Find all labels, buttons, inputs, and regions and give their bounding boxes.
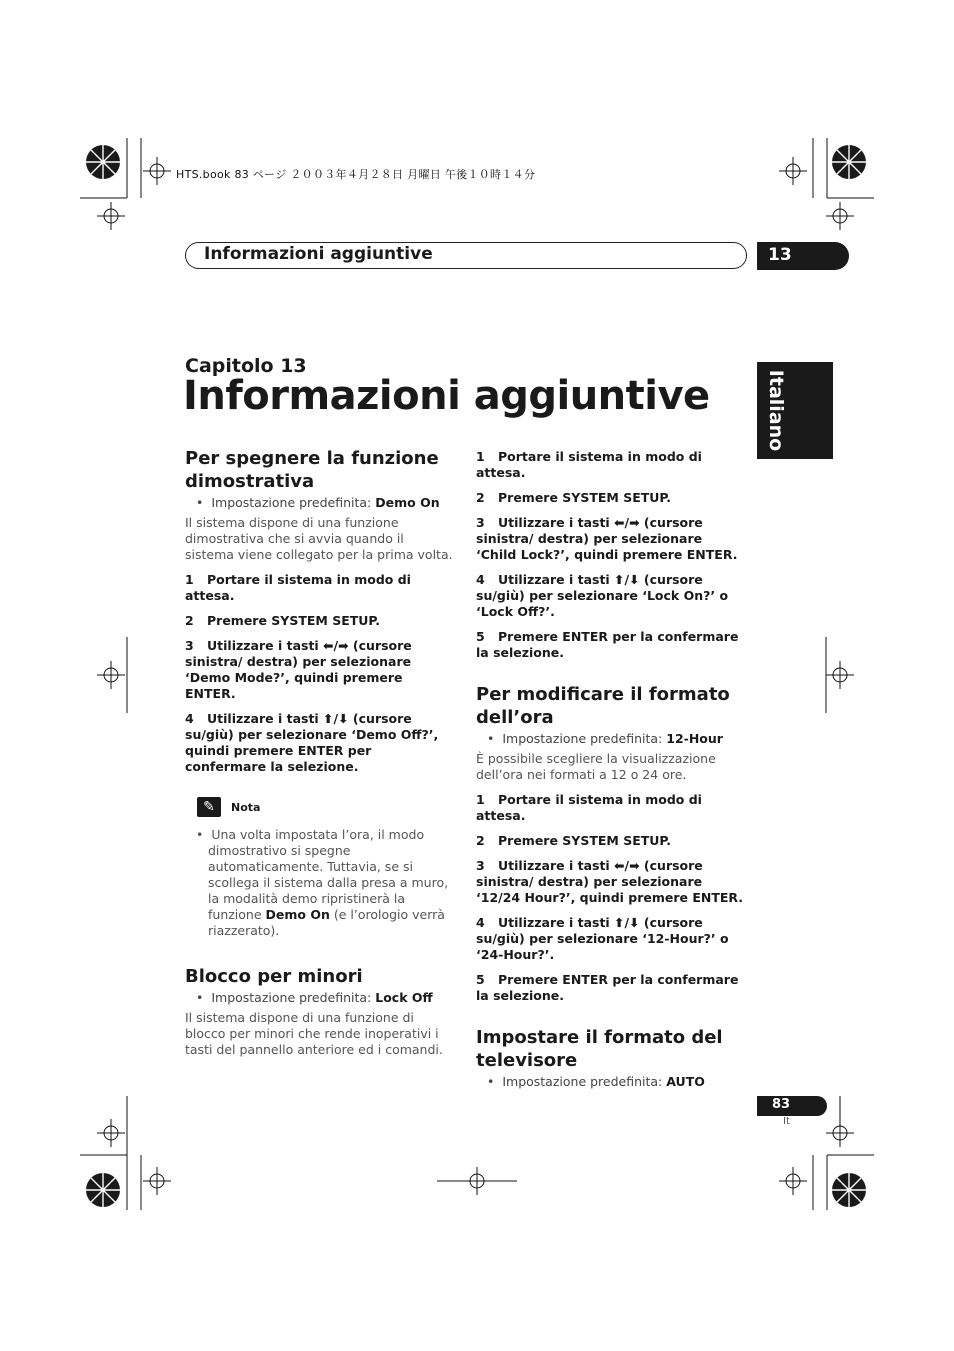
- heading-line: Per modificare il formato: [476, 684, 730, 705]
- page-title: Informazioni aggiuntive: [183, 373, 710, 419]
- default-prefix: Impostazione predefinita:: [502, 1074, 667, 1089]
- page-number-badge: [757, 1096, 827, 1116]
- step-item: [185, 572, 455, 604]
- heading-line: televisore: [476, 1050, 578, 1071]
- step-text: Portare il sistema in modo di attesa.: [185, 572, 411, 603]
- heading-line: dimostrativa: [185, 471, 315, 492]
- note-header: [197, 797, 455, 817]
- default-setting: • Impostazione predefinita: Lock Off: [196, 990, 433, 1005]
- note-text-part: Una volta impostata l’ora, il modo dimostrativo si spegne automaticamente. Tuttavia, se si scollega il sistema dalla presa a muro, la modalità demo ripristinerà la funzione: [208, 827, 449, 922]
- language-tab-label: Italiano: [765, 369, 787, 452]
- heading-line: Impostare il formato del: [476, 1027, 723, 1048]
- step-item: [476, 572, 746, 620]
- step-number: 3: [476, 858, 485, 873]
- step-number: 5: [476, 629, 485, 644]
- default-setting: • Impostazione predefinita: 12-Hour: [487, 731, 723, 746]
- step-item: [476, 972, 746, 1004]
- step-item: [476, 833, 746, 849]
- language-tab: [757, 362, 833, 459]
- print-info-line: HTS.book 83 ページ ２００３年４月２８日 月曜日 午後１０時１４分: [176, 168, 536, 181]
- step-text: Utilizzare i tasti ⬅/➡ (cursore sinistra/ destra) per selezionare ‘12/24 Hour?’, quindi premere ENTER.: [476, 858, 744, 905]
- default-prefix: Impostazione predefinita:: [211, 495, 376, 510]
- section-heading-child-lock: Blocco per minori: [185, 966, 363, 987]
- left-column: [185, 447, 455, 1058]
- step-number: 4: [476, 915, 485, 930]
- section-heading-tv-format: [476, 1026, 746, 1072]
- step-text: Premere ENTER per la confermare la selezione.: [476, 972, 739, 1003]
- step-text: Utilizzare i tasti ⬅/➡ (cursore sinistra/ destra) per selezionare ‘Child Lock?’, quindi premere ENTER.: [476, 515, 738, 562]
- step-item: [185, 638, 455, 702]
- note-text-part: (e l’orologio verrà riazzerato).: [208, 907, 445, 938]
- header-title: Informazioni aggiuntive: [204, 244, 433, 264]
- step-item: [476, 792, 746, 824]
- default-value: Demo On: [375, 495, 440, 510]
- step-text: Premere ENTER per la confermare la selezione.: [476, 629, 739, 660]
- step-item: [476, 490, 746, 506]
- section-heading-clock-format: [476, 683, 746, 729]
- default-setting: • Impostazione predefinita: AUTO: [487, 1074, 705, 1089]
- step-text: Premere SYSTEM SETUP.: [498, 833, 672, 848]
- note-label: Nota: [231, 800, 261, 814]
- step-text: Premere SYSTEM SETUP.: [498, 490, 672, 505]
- default-prefix: Impostazione predefinita:: [211, 990, 376, 1005]
- heading-line: dell’ora: [476, 707, 554, 728]
- step-text: Premere SYSTEM SETUP.: [207, 613, 381, 628]
- intro-text: Il sistema dispone di una funzione dimostrativa che si avvia quando il sistema viene collegato per la prima volta.: [185, 515, 453, 562]
- note-text-bold: Demo On: [265, 907, 330, 922]
- step-number: 3: [185, 638, 194, 653]
- intro-text: Il sistema dispone di una funzione di blocco per minori che rende inoperativi i tasti del pannello anteriore ed i comandi.: [185, 1010, 443, 1057]
- step-item: [476, 515, 746, 563]
- step-text: Utilizzare i tasti ⬆/⬇ (cursore su/giù) per selezionare ‘12-Hour?’ o ‘24-Hour?’.: [476, 915, 729, 962]
- section-heading-demo: [185, 447, 455, 493]
- step-text: Portare il sistema in modo di attesa.: [476, 449, 702, 480]
- heading-line: Per spegnere la funzione: [185, 448, 439, 469]
- step-number: 4: [476, 572, 485, 587]
- chapter-number: 13: [768, 245, 792, 265]
- step-text: Portare il sistema in modo di attesa.: [476, 792, 702, 823]
- step-number: 2: [476, 490, 485, 505]
- step-number: 5: [476, 972, 485, 987]
- default-value: AUTO: [666, 1074, 705, 1089]
- step-item: [476, 858, 746, 906]
- note-text: • Una volta impostata l’ora, il modo dimostrativo si spegne automaticamente. Tuttavia, se si scollega il sistema dalla presa a muro, la modalità demo ripristinerà la funzione Demo On (e l’orologio verrà riazzerato).: [196, 827, 449, 938]
- page-language-code: It: [783, 1116, 790, 1127]
- step-number: 1: [476, 449, 485, 464]
- page-number: 83: [772, 1097, 791, 1112]
- step-number: 1: [185, 572, 194, 587]
- step-number: 2: [476, 833, 485, 848]
- step-number: 4: [185, 711, 194, 726]
- default-prefix: Impostazione predefinita:: [502, 731, 667, 746]
- default-value: 12-Hour: [666, 731, 723, 746]
- chapter-label: Capitolo 13: [185, 355, 307, 377]
- step-text: Utilizzare i tasti ⬆/⬇ (cursore su/giù) per selezionare ‘Lock On?’ o ‘Lock Off?’.: [476, 572, 729, 619]
- right-column: [476, 447, 746, 1090]
- step-number: 3: [476, 515, 485, 530]
- step-item: [476, 629, 746, 661]
- step-item: [185, 613, 455, 629]
- step-number: 1: [476, 792, 485, 807]
- step-text: Utilizzare i tasti ⬅/➡ (cursore sinistra/ destra) per selezionare ‘Demo Mode?’, quindi premere ENTER.: [185, 638, 412, 701]
- step-item: [476, 449, 746, 481]
- step-number: 2: [185, 613, 194, 628]
- step-item: [476, 915, 746, 963]
- default-value: Lock Off: [375, 990, 433, 1005]
- step-item: [185, 711, 455, 775]
- default-setting: • Impostazione predefinita: Demo On: [196, 495, 440, 510]
- intro-text: È possibile scegliere la visualizzazione dell’ora nei formati a 12 o 24 ore.: [476, 751, 716, 782]
- step-text: Utilizzare i tasti ⬆/⬇ (cursore su/giù) per selezionare ‘Demo Off?’, quindi premere ENTER per confermare la selezione.: [185, 711, 439, 774]
- pencil-icon: ✎: [197, 797, 221, 817]
